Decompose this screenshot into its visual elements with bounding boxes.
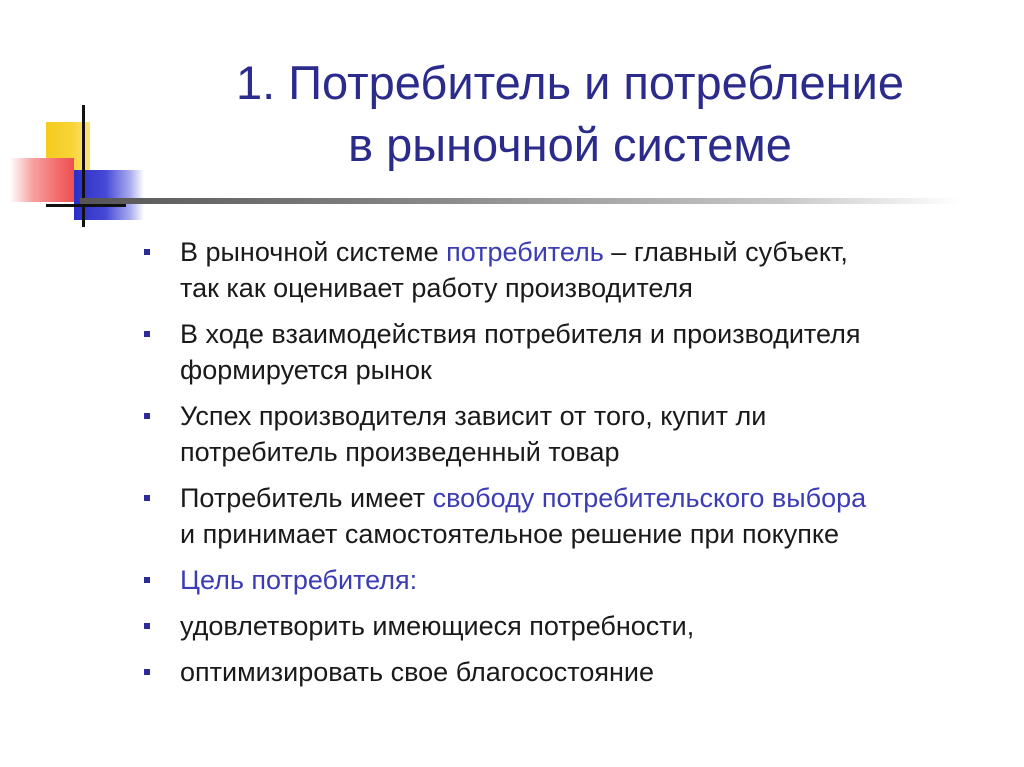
bullet-list <box>140 234 1000 700</box>
text-segment: В рыночной системе <box>180 237 447 267</box>
list-item <box>140 562 1000 598</box>
text-segment: Потребитель имеет <box>180 483 433 513</box>
text-segment: потребитель произведенный товар <box>180 437 620 467</box>
bullet-square-icon <box>144 577 150 583</box>
text-segment: удовлетворить имеющиеся потребности, <box>180 611 695 641</box>
title-divider <box>80 198 960 204</box>
title-line-2: в рыночной системе <box>348 118 792 171</box>
list-item <box>140 480 1000 552</box>
list-item <box>140 234 1000 306</box>
text-segment: В ходе взаимодействия потребителя и производителя <box>180 319 861 349</box>
list-item <box>140 316 1000 388</box>
text-segment: Успех производителя зависит от того, купит ли <box>180 401 767 431</box>
bullet-square-icon <box>144 249 150 255</box>
highlight-term: свободу потребительского выбора <box>432 483 867 513</box>
list-item-text <box>180 562 1000 598</box>
horizontal-line <box>46 204 126 207</box>
decorative-logo <box>0 0 140 240</box>
text-segment: формируется рынок <box>180 355 432 385</box>
list-item-text <box>180 234 1000 306</box>
list-item-text <box>180 316 1000 388</box>
list-item <box>140 398 1000 470</box>
highlight-term: потребитель <box>446 237 604 267</box>
bullet-square-icon <box>144 495 150 501</box>
list-item-text <box>180 654 1000 690</box>
bullet-square-icon <box>144 331 150 337</box>
title-line-1: 1. Потребитель и потребление <box>235 56 904 109</box>
text-segment: – главный субъект, <box>603 237 848 267</box>
text-segment: и принимает самостоятельное решение при покупке <box>180 519 840 549</box>
list-item <box>140 654 1000 690</box>
text-segment: так как оценивает работу производителя <box>180 273 693 303</box>
bullet-square-icon <box>144 669 150 675</box>
list-item-text <box>180 608 1000 644</box>
bullet-square-icon <box>144 413 150 419</box>
bullet-square-icon <box>144 623 150 629</box>
highlight-term: Цель потребителя: <box>180 565 418 595</box>
slide-title <box>150 52 990 176</box>
vertical-line <box>82 105 85 227</box>
list-item-text <box>180 398 1000 470</box>
red-square <box>10 158 74 202</box>
list-item-text <box>180 480 1000 552</box>
text-segment: оптимизировать свое благосостояние <box>180 657 655 687</box>
list-item <box>140 608 1000 644</box>
